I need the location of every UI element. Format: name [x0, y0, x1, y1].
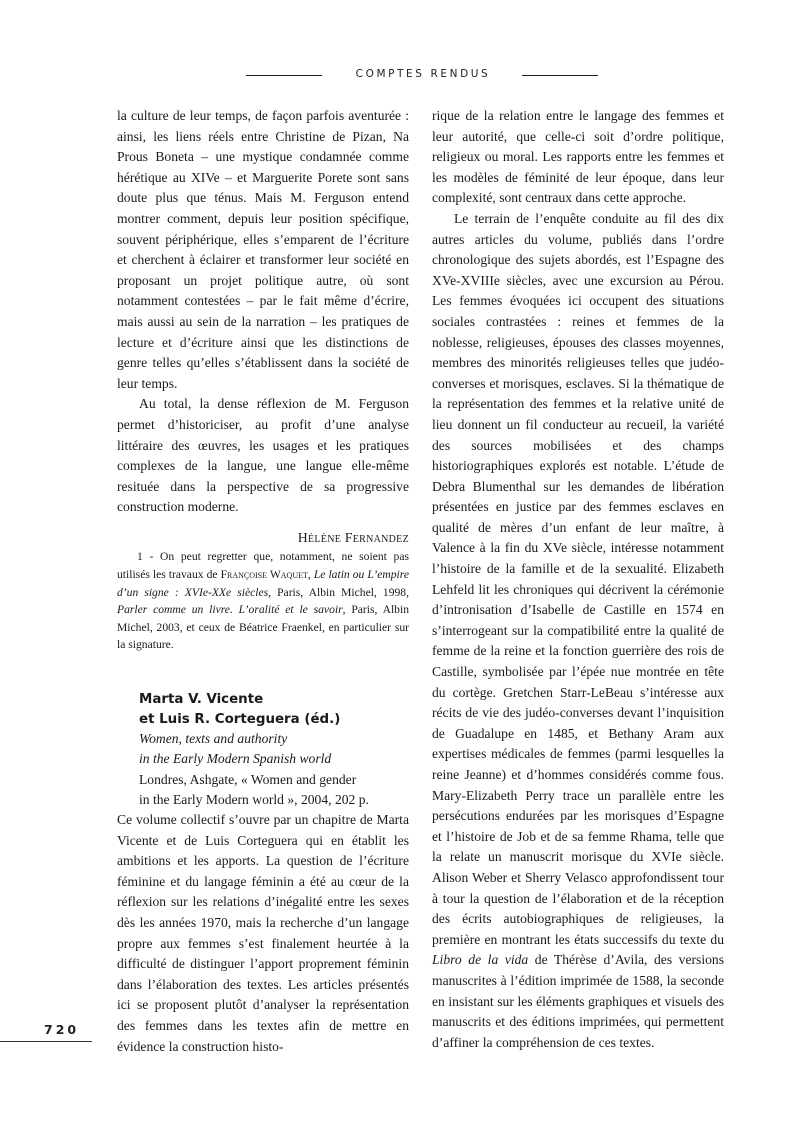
right-column [432, 106, 724, 1053]
footnote-text: 1 - On peut regretter que, notamment, ne soient pas utilisés les travaux de [117, 550, 409, 582]
paragraph: Au total, la dense réflexion de M. Ferguson permet d’historiciser, au profit d’une analyse littéraire des œuvres, les usages et les pratiques complexes de la langue, une langue elle-même resituée dans la perspective de sa progressive construction moderne. [117, 396, 409, 515]
paragraph-text: de Thérèse d’Avila, des versions manuscrites à l’édition imprimée de 1588, la seconde en insistant sur les éléments graphiques et visuels des manuscrits et des éditions imprimées, qui permettent d’affiner la compréhension de ces textes. [432, 952, 724, 1050]
paragraph-text: Le terrain de l’enquête conduite au fil des dix autres articles du volume, publiés dans l’ordre chronologique des sujets abordés, est l’Espagne des XVe-XVIIIe siècles, avec une excursion au Pérou. Les femmes évoquées ici occupent des situations sociales contrastées : reines et femmes de la noblesse, religieuses, épouses des classes moyennes, membres des minorités religieuses telles que judéo-converses et morisques, esclaves. Si la thématique de la représentation des femmes et la relative unité de lieu donnent un fil conducteur au recueil, la variété des sources mobilisées et des champs historiographiques explorés est notable. L’étude de Debra Blumenthal sur les demandes de libération présentées en justice par des femmes esclaves en qualité de mères d’un enfant de leur maître, à Valence à la fin du XVe siècle, intéresse notamment l’histoire de la famille et de la sexualité. Elizabeth Lehfeld lit les chroniques qui décrivent la cérémonie d’intronisation d’Isabelle de Castille en 1574 en s’interrogeant sur la compatibilité entre la qualité de femme de la reine et la fonction guerrière des rois de Castille, symbolisée par l’épée nue montrée en tête du cortège. Gretchen Starr-LeBeau s’intéresse aux récits de vie des judéo-converses devant l’inquisition de Guadalupe en 1485, et Bethany Aram aux expertises médicales de femmes (parmi lesquelles la reine Jeanne) et d’hommes considérés comme fous. Mary-Elizabeth Perry trace un parallèle entre les persécutions endurées par les morisques d’Espagne et l’histoire de Job et de sa femme Rhama, telle que la relate un manuscrit morisque du XVIe siècle. Alison Weber et Sherry Velasco approfondissent tour à tour la question de l’élaboration et de la réception des écrits autobiographiques de religieuses, la première en montrant les états successifs du texte du [432, 210, 724, 947]
paragraph [432, 209, 724, 1053]
paragraph: rique de la relation entre le langage des femmes et leur autorité, que celle-ci soit d’ordre politique, religieux ou moral. Les rapports entre les femmes et les modèles de féminité de leur époque, dans leur complexité, sont centraux dans cette approche. [432, 108, 724, 206]
footnote-author: Françoise Waquet [220, 568, 308, 582]
footnote [117, 548, 409, 654]
footnote-text: , [307, 568, 314, 582]
paragraph: la culture de leur temps, de façon parfois aventurée : ainsi, les liens réels entre Christine de Pizan, Na Prous Boneta – une mystique condamnée comme hérétique au XIVe – et Marguerite Porete sont sans doute plus que ténus. Mais M. Ferguson entend montrer comment, depuis leur position spécifique, souvent périphérique, elles s’emparent de l’écriture et cherchent à éclairer et transformer leur société en proposant un projet politique autre, où sont notamment contestées – par le fait même d’écrire, mais aussi au sein de la narration – les pratiques de lecture et d’écriture ainsi que les distinctions de genre telles qu’elles s’établissent dans la société de leur temps. [117, 108, 409, 391]
cited-title: Libro de la vida [432, 952, 529, 968]
review-heading [117, 690, 409, 810]
header-rule-left [246, 75, 322, 76]
page-number-rule [0, 1041, 92, 1042]
header-rule-right [522, 75, 598, 76]
review-author-line: Marta V. Vicente [139, 692, 264, 708]
paragraph: Ce volume collectif s’ouvre par un chapitre de Marta Vicente et de Luis Corteguera qui en établit les ambitions et les apports. La question de l’écriture féminine et du langage féminin a été au cœur de la réflexion sur les relations d’inégalité entre les sexes dès les années 1970, mais la recherche d’un langage propre aux femmes s’est finalement heurtée à la difficulté de distinguer l’apport proprement féminin dans l’élaboration des textes. Les articles présentés ici se proposent plutôt d’analyser la représentation des femmes dans les textes afin de mettre en évidence la construction histo- [117, 812, 409, 1054]
footnote-text: , Paris, Albin Michel, 2003, et ceux de Béatrice Fraenkel, en particulier sur la signature. [117, 603, 409, 652]
footnote-text: , Paris, Albin Michel, 1998, [268, 585, 409, 599]
review-publication: Londres, Ashgate, « Women and gender [139, 771, 357, 787]
page-number: 720 [44, 1022, 80, 1037]
review-publication: in the Early Modern world », 2004, 202 p. [139, 791, 369, 807]
review-book-title: in the Early Modern Spanish world [139, 751, 332, 767]
left-column [117, 106, 409, 1057]
review-book-title: Women, texts and authority [139, 731, 288, 747]
review-author-line: et Luis R. Corteguera (éd.) [139, 711, 341, 727]
footnote-title: Le latin ou L’empire d’un signe : XVIe-XXe siècles [117, 568, 410, 599]
review-signature: Hélène Fernandez [297, 529, 409, 545]
running-header [0, 68, 800, 84]
header-title: COMPTES RENDUS [355, 68, 491, 80]
footnote-title: Parler comme un livre. L’oralité et le savoir [117, 603, 343, 617]
